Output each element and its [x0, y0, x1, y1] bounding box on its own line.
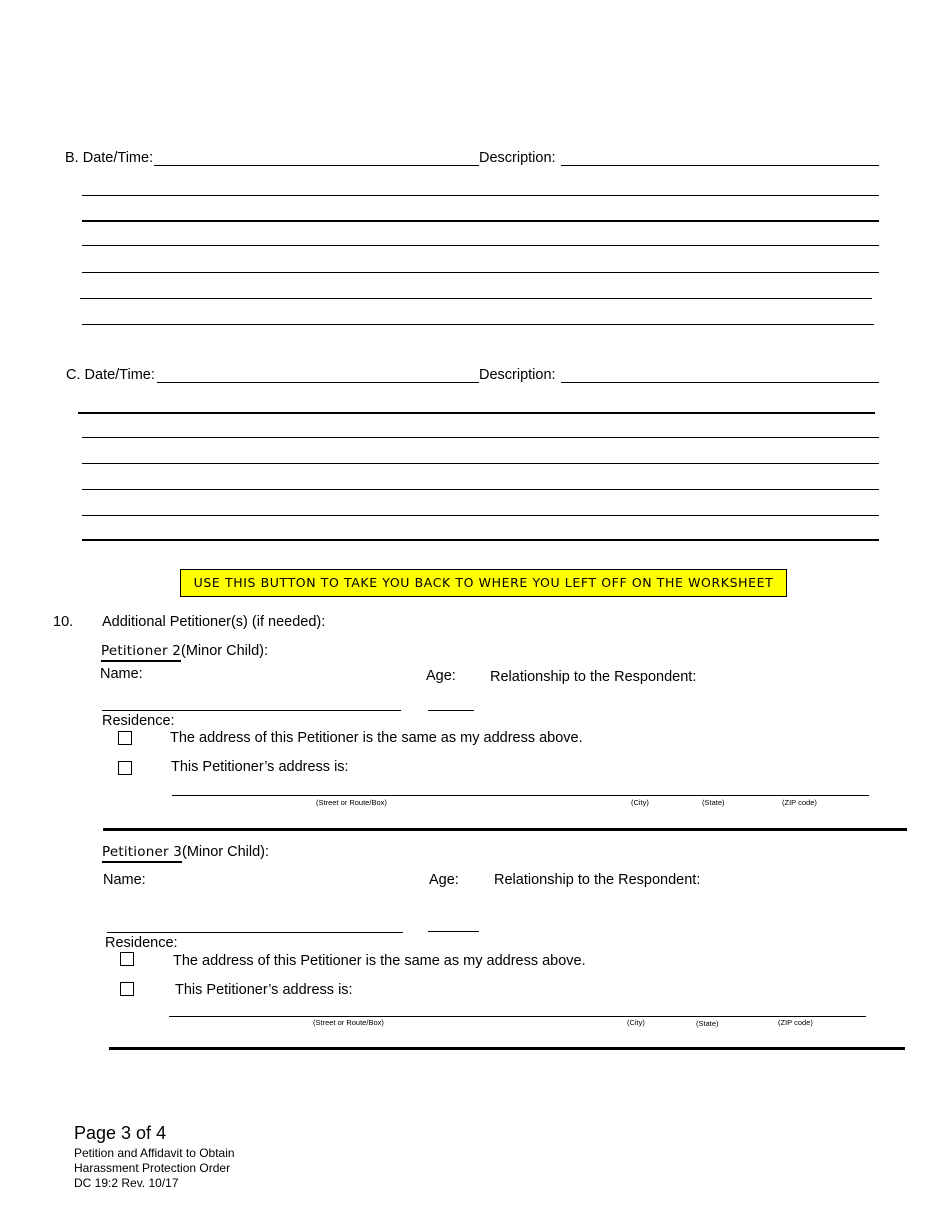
return-to-worksheet-button[interactable]: USE THIS BUTTON TO TAKE YOU BACK TO WHERE YOU LEFT OFF ON THE WORKSHEET — [180, 569, 787, 597]
petitioner-3-age-label: Age: — [429, 872, 459, 888]
petitioner-3-relationship-label: Relationship to the Respondent: — [494, 872, 701, 888]
section-b-description-line[interactable] — [82, 324, 874, 325]
petitioner-2-state-caption: (State) — [702, 798, 725, 807]
petitioner-2-residence-label: Residence: — [102, 713, 175, 729]
section-b-description-field[interactable] — [561, 165, 879, 166]
section-c-description-label: Description: — [479, 367, 556, 383]
petitioner-3-street-caption: (Street or Route/Box) — [313, 1018, 384, 1027]
petitioner-3-same-address-checkbox[interactable] — [120, 952, 134, 966]
section-c-description-field[interactable] — [561, 382, 879, 383]
petitioner-3-age-field[interactable] — [428, 931, 479, 932]
petitioner-2-relationship-label: Relationship to the Respondent: — [490, 669, 697, 685]
petitioner-3-same-address-text: The address of this Petitioner is the same as my address above. — [173, 953, 586, 969]
petitioner-2-subtitle: (Minor Child): — [181, 643, 269, 659]
section-b-description-line[interactable] — [82, 220, 879, 222]
section-c-date-label: C. Date/Time: — [66, 367, 155, 383]
section-b-date-label: B. Date/Time: — [65, 150, 154, 166]
petitioner-3-city-caption: (City) — [627, 1018, 645, 1027]
section-b-description-line[interactable] — [82, 245, 879, 246]
section-c-description-line[interactable] — [82, 437, 879, 438]
item-number: 10. — [53, 614, 74, 630]
petitioner-3-name-label: Name: — [103, 872, 146, 888]
petitioner-2-age-label: Age: — [426, 668, 456, 684]
petitioner-2-address-checkbox[interactable] — [118, 761, 132, 775]
petitioner-3-divider — [109, 1047, 905, 1050]
section-b-description-line[interactable] — [80, 298, 872, 299]
section-b-description-label: Description: — [479, 150, 556, 166]
section-c-description-line[interactable] — [82, 539, 879, 541]
petitioner-3-residence-label: Residence: — [105, 935, 178, 951]
petitioner-2-same-address-text: The address of this Petitioner is the same as my address above. — [170, 730, 583, 746]
form-number: DC 19:2 Rev. 10/17 — [74, 1176, 179, 1190]
section-b-description-line[interactable] — [82, 195, 879, 196]
petitioner-3-address-field[interactable] — [169, 1016, 866, 1017]
section-c-description-line[interactable] — [82, 489, 879, 490]
section-b-description-line[interactable] — [82, 272, 879, 273]
section-c-date-field[interactable] — [157, 382, 479, 383]
section-c-description-line[interactable] — [82, 463, 879, 464]
petitioner-2-zip-caption: (ZIP code) — [782, 798, 817, 807]
petitioner-2-name-field[interactable] — [102, 710, 401, 711]
form-title-line-1: Petition and Affidavit to Obtain — [74, 1146, 235, 1160]
petitioner-2-name-label: Name: — [100, 666, 143, 682]
petitioner-2-address-text: This Petitioner’s address is: — [171, 759, 349, 775]
page-number: Page 3 of 4 — [74, 1123, 167, 1143]
section-c-description-line[interactable] — [78, 412, 875, 414]
petitioner-2-divider — [103, 828, 907, 831]
petitioner-3-address-text: This Petitioner’s address is: — [175, 982, 353, 998]
petitioner-3-heading — [102, 843, 269, 861]
petitioner-2-street-caption: (Street or Route/Box) — [316, 798, 387, 807]
petitioner-3-address-checkbox[interactable] — [120, 982, 134, 996]
petitioner-2-age-field[interactable] — [428, 710, 474, 711]
item-title: Additional Petitioner(s) (if needed): — [102, 614, 326, 630]
petitioner-3-state-caption: (State) — [696, 1019, 719, 1028]
petitioner-3-subtitle: (Minor Child): — [182, 844, 270, 860]
petitioner-2-address-field[interactable] — [172, 795, 869, 796]
petitioner-3-zip-caption: (ZIP code) — [778, 1018, 813, 1027]
petitioner-2-heading — [101, 642, 268, 660]
petitioner-3-title: Petitioner 3 — [102, 844, 182, 863]
petitioner-2-same-address-checkbox[interactable] — [118, 731, 132, 745]
petitioner-3-name-field[interactable] — [107, 932, 403, 933]
petitioner-2-title: Petitioner 2 — [101, 643, 181, 662]
form-title-line-2: Harassment Protection Order — [74, 1161, 231, 1175]
petitioner-2-city-caption: (City) — [631, 798, 649, 807]
section-b-date-field[interactable] — [154, 165, 479, 166]
section-c-description-line[interactable] — [82, 515, 879, 516]
